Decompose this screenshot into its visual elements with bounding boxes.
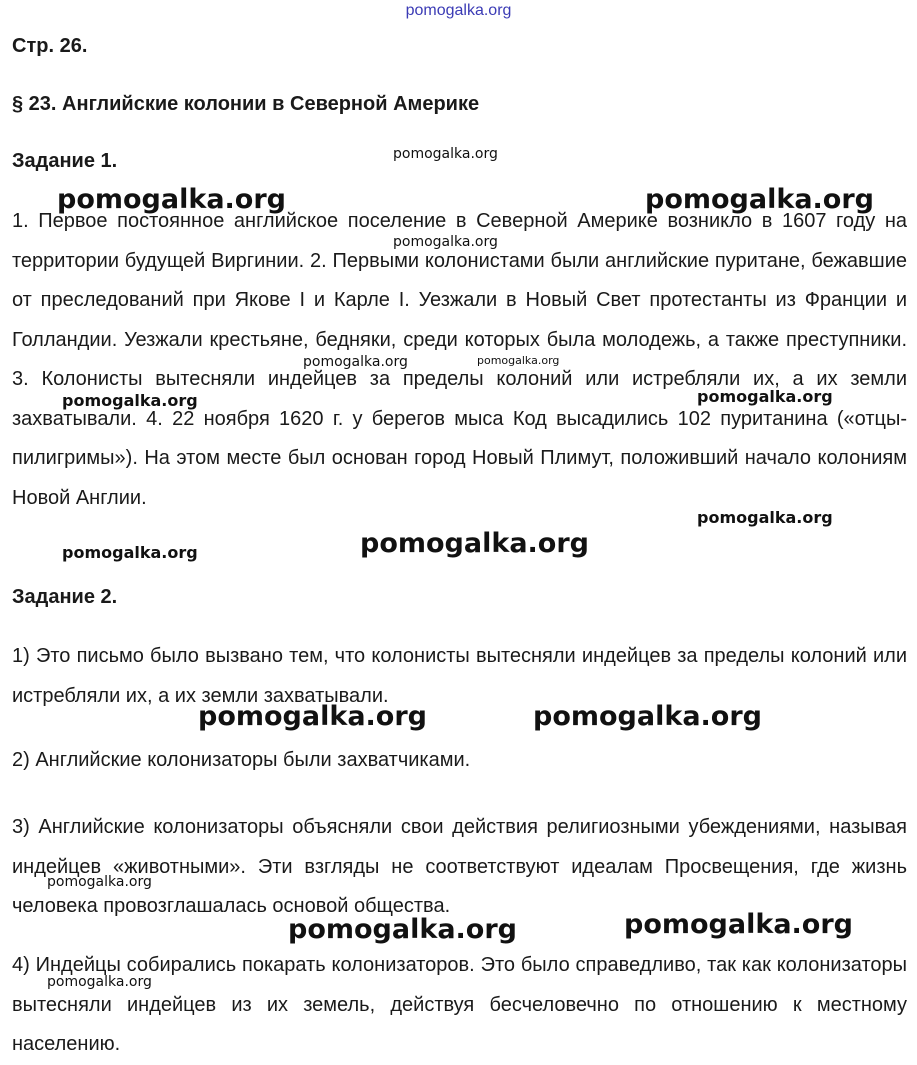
task-2-answer-1: 1) Это письмо было вызвано тем, что колонисты вытесняли индейцев за пределы колоний или истребляли их, а их земли захватывали. [12,645,907,707]
watermark-small: pomogalka.org [393,146,498,162]
watermark-small: pomogalka.org [47,974,152,990]
watermark-big: pomogalka.org [624,909,853,940]
page-number: Стр. 26. [12,35,88,57]
watermark-big: pomogalka.org [288,914,517,945]
task-2-answer-3: 3) Английские колонизаторы объясняли свои действия религиозными убеждениями, называя индейцев «животными». Эти взгляды не соответствуют идеалам Просвещения, где жизнь человека провозглашалась основой общества. [12,816,907,917]
watermark-big: pomogalka.org [360,528,589,559]
watermark-small: pomogalka.org [62,391,198,410]
watermark-big: pomogalka.org [645,184,874,215]
watermark-big: pomogalka.org [198,701,427,732]
task-1-title: Задание 1. [12,150,118,172]
watermark-big: pomogalka.org [57,184,286,215]
task-1-text: 1. Первое постоянное английское поселение в Северной Америке возникло в 1607 году на территории будущей Виргинии. 2. Первыми колонистами были английские пуритане, бежавшие от преследований при Якове I и Карле I. Уезжали в Новый Свет протестанты из Франции и Голландии. Уезжали крестьяне, бедняки, среди которых была молодежь, а также преступники. 3. Колонисты вытесняли индейцев за пределы колоний или истребляли их, а их земли захватывали. 4. 22 ноября 1620 г. у берегов мыса Код высадились 102 пуританина («отцы-пилигримы»). На этом месте был основан город Новый Плимут, положивший начало колониям Новой Англии. [12,210,907,509]
watermark-small: pomogalka.org [303,354,408,370]
top-watermark-link[interactable]: pomogalka.org [405,2,512,19]
watermark-big: pomogalka.org [533,701,762,732]
task-2-title: Задание 2. [12,586,118,608]
watermark-small: pomogalka.org [62,543,198,562]
watermark-small: pomogalka.org [697,387,833,406]
task-2-answer-4: 4) Индейцы собирались покарать колонизаторов. Это было справедливо, так как колонизаторы вытесняли индейцев из их земель, действуя бесчеловечно по отношению к местному населению. [12,954,907,1055]
watermark-small: pomogalka.org [393,234,498,250]
section-title: § 23. Английские колонии в Северной Америке [12,93,480,115]
task-2-answer-2: 2) Английские колонизаторы были захватчиками. [12,749,471,771]
watermark-small: pomogalka.org [477,354,560,367]
watermark-small: pomogalka.org [697,508,833,527]
watermark-small: pomogalka.org [47,874,152,890]
